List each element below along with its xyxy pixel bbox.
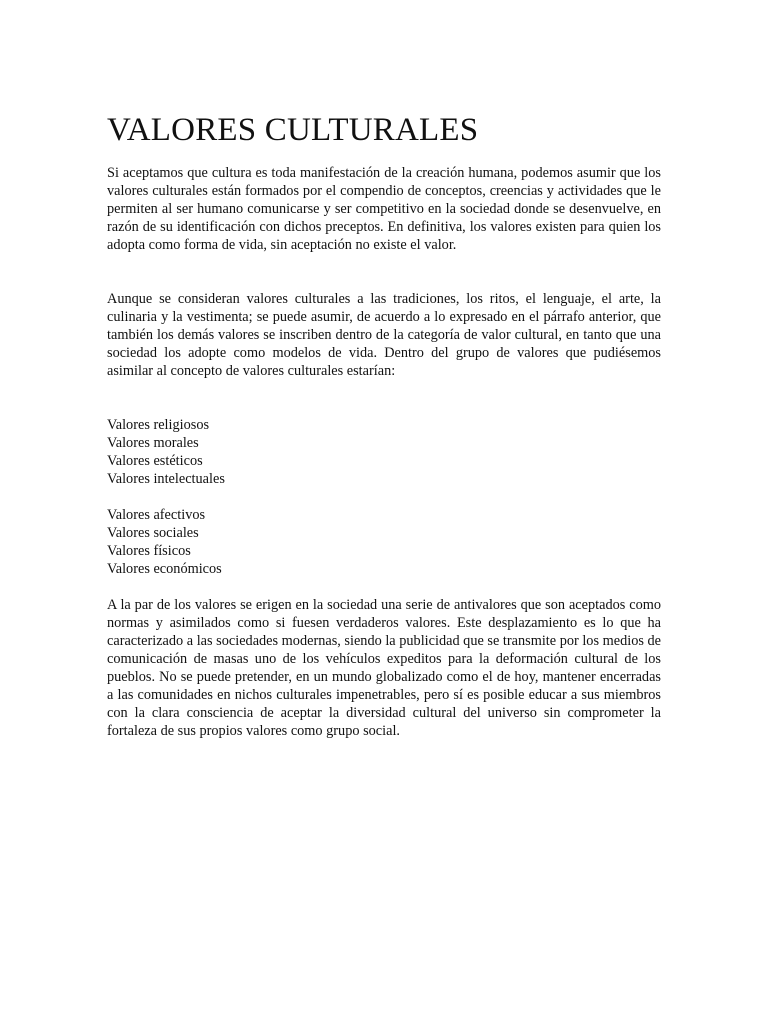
list-item: Valores intelectuales — [107, 471, 225, 487]
list-item: Valores afectivos — [107, 507, 206, 523]
document-title: VALORES CULTURALES — [107, 112, 479, 148]
list-item: Valores estéticos — [107, 453, 203, 469]
paragraph-intro: Si aceptamos que cultura es toda manifestación de la creación humana, podemos asumir que los valores culturales están formados por el compendio de conceptos, creencias y actividades que le permiten al ser humano comunicarse y ser competitivo en la sociedad donde se desenvuelve, en razón de su identificación con dichos preceptos. En definitiva, los valores existen para quien los adopta como forma de vida, sin aceptación no existe el valor. — [107, 165, 661, 253]
list-item: Valores morales — [107, 435, 199, 451]
values-list-second-group — [107, 506, 661, 578]
list-item: Valores religiosos — [107, 417, 210, 433]
values-list-first-group — [107, 416, 661, 488]
document-page — [107, 112, 661, 740]
list-item: Valores físicos — [107, 543, 191, 559]
paragraph-antivalues: A la par de los valores se erigen en la sociedad una serie de antivalores que son aceptados como normas y asimilados como si fuesen verdaderos valores. Este desplazamiento es lo que ha caracterizado a las sociedades modernas, siendo la publicidad que se transmite por los medios de comunicación de masas uno de los vehículos expeditos para la deformación cultural de los pueblos. No se puede pretender, en un mundo globalizado como el de hoy, mantener encerradas a las comunidades en nichos culturales impenetrables, pero sí es posible educar a sus miembros con la clara consciencia de aceptar la diversidad cultural del universo sin comprometer la fortaleza de sus propios valores como grupo social. — [107, 597, 661, 739]
paragraph-cultural-values: Aunque se consideran valores culturales a las tradiciones, los ritos, el lenguaje, el arte, la culinaria y la vestimenta; se puede asumir, de acuerdo a lo expresado en el párrafo anterior, que también los demás valores se inscriben dentro de la categoría de valor cultural, en tanto que una sociedad los adopte como modelos de vida. Dentro del grupo de valores que pudiésemos asimilar al concepto de valores culturales estarían: — [107, 291, 661, 379]
list-item: Valores sociales — [107, 525, 199, 541]
list-item: Valores económicos — [107, 561, 222, 577]
